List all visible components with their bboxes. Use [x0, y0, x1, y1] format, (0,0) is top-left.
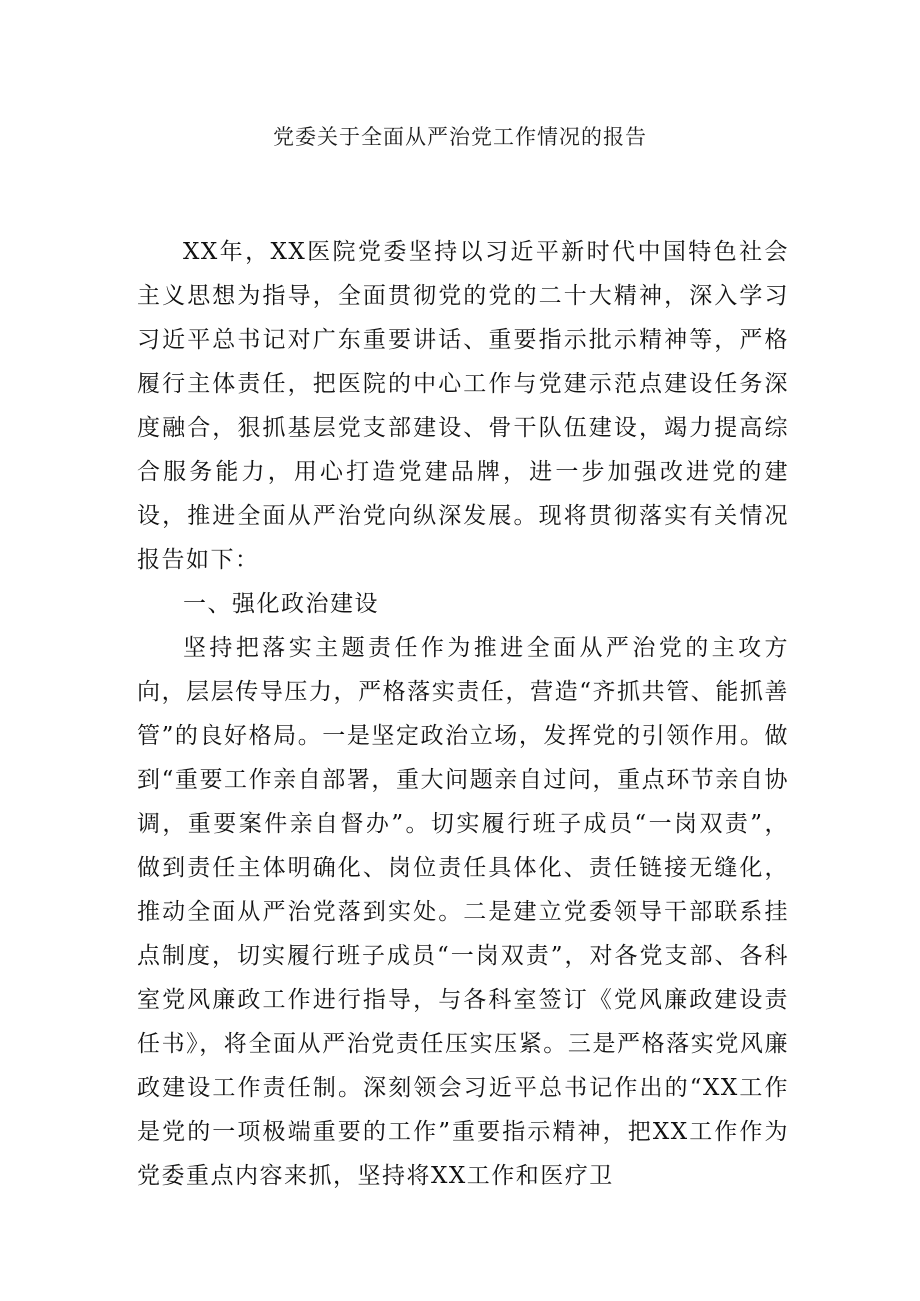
- intro-paragraph: XX年，XX医院党委坚持以习近平新时代中国特色社会主义思想为指导，全面贯彻党的党的二十大精神，深入学习习近平总书记对广东重要讲话、重要指示批示精神等，严格履行主体责任，把医院的中心工作与党建示范点建设任务深度融合，狠抓基层党支部建设、骨干队伍建设，竭力提高综合服务能力，用心打造党建品牌，进一步加强改进党的建设，推进全面从严治党向纵深发展。现将贯彻落实有关情况报告如下：: [137, 239, 789, 573]
- document-body: [137, 230, 789, 1198]
- section-paragraph: 坚持把落实主题责任作为推进全面从严治党的主攻方向，层层传导压力，严格落实责任，营造“齐抓共管、能抓善管”的良好格局。一是坚定政治立场，发挥党的引领作用。做到“重要工作亲自部署，重大问题亲自过问，重点环节亲自协调，重要案件亲自督办”。切实履行班子成员“一岗双责”，做到责任主体明确化、岗位责任具体化、责任链接无缝化，推动全面从严治党落到实处。二是建立党委领导干部联系挂点制度，切实履行班子成员“一岗双责”，对各党支部、各科室党风廉政工作进行指导，与各科室签订《党风廉政建设责任书》，将全面从严治党责任压实压紧。三是严格落实党风廉政建设工作责任制。深刻领会习近平总书记作出的“XX工作是党的一项极端重要的工作”重要指示精神，把XX工作作为党委重点内容来抓，坚持将XX工作和医疗卫: [137, 635, 789, 1189]
- section-heading: 一、强化政治建设: [183, 591, 379, 617]
- document-title: 党委关于全面从严治党工作情况的报告: [273, 125, 647, 149]
